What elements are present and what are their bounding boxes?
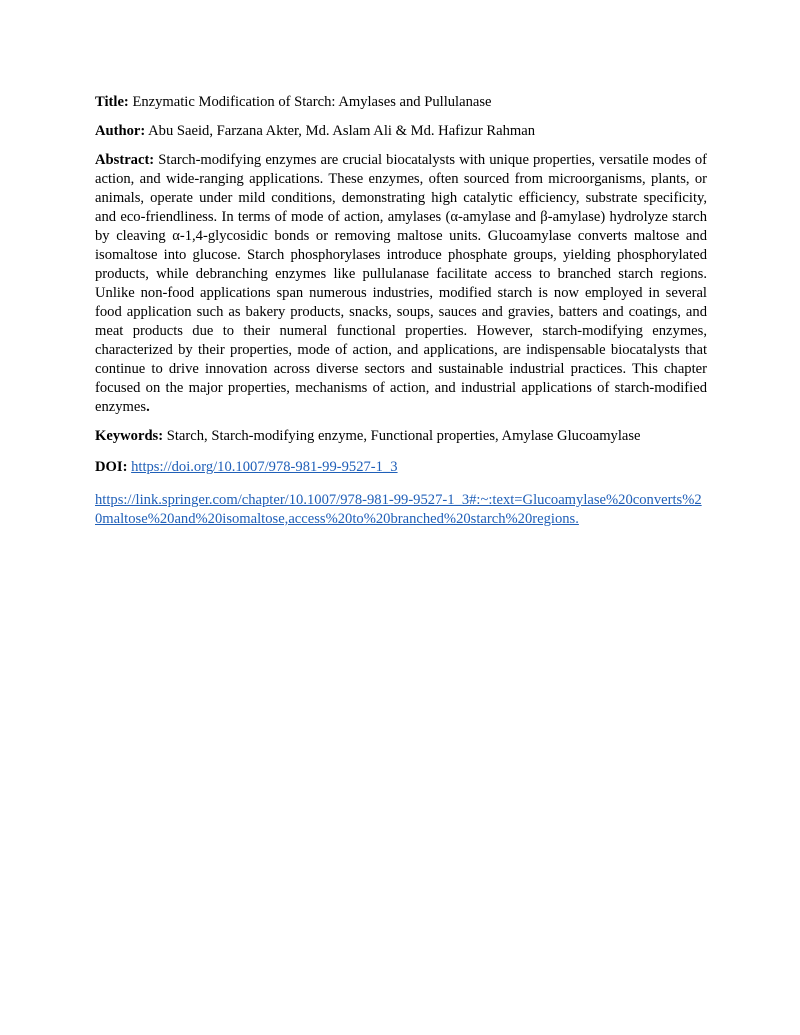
title-label: Title: (95, 94, 129, 110)
doi-link[interactable]: https://doi.org/10.1007/978-981-99-9527-1_3 (131, 459, 398, 475)
author-label: Author: (95, 123, 146, 139)
doi-line (95, 458, 707, 477)
abstract-text: Starch-modifying enzymes are crucial biocatalysts with unique properties, versatile modes of action, and wide-ranging applications. These enzymes, often sourced from microorganisms, plants, or animals, operate under mild conditions, demonstrating high catalytic efficiency, substrate specificity, and eco-friendliness. In terms of mode of action, amylases (α-amylase and β-amylase) hydrolyze starch by cleaving α-1,4-glycosidic bonds or removing maltose units. Glucoamylase converts maltose and isomaltose into glucose. Starch phosphorylases introduce phosphate groups, yielding phosphorylated products, while debranching enzymes like pullulanase facilitate access to branched starch regions. Unlike non-food applications span numerous industries, modified starch is now employed in several food application such as bakery products, snacks, soups, sauces and gravies, batters and coatings, and meat products due to their numeral functional properties. However, starch-modifying enzymes, characterized by their properties, mode of action, and applications, are indispensable biocatalysts that continue to drive innovation across diverse sectors and sustainable industrial practices. This chapter focused on the major properties, mechanisms of action, and industrial applications of starch-modified enzymes (95, 152, 707, 415)
keywords-line (95, 427, 707, 446)
title-line (95, 93, 707, 112)
abstract-end-mark: . (146, 399, 150, 415)
doi-label: DOI: (95, 459, 128, 475)
abstract-label: Abstract: (95, 152, 155, 168)
author-line (95, 122, 707, 141)
springer-link-line (95, 491, 707, 529)
keywords-label: Keywords: (95, 428, 164, 444)
keywords-text: Starch, Starch-modifying enzyme, Functional properties, Amylase Glucoamylase (166, 428, 641, 444)
springer-link[interactable]: https://link.springer.com/chapter/10.1007/978-981-99-9527-1_3#:~:text=Glucoamylase%20converts%20maltose%20and%20isomaltose,access%20to%20branched%20starch%20regions. (95, 492, 702, 527)
title-text: Enzymatic Modification of Starch: Amylases and Pullulanase (132, 94, 492, 110)
abstract-paragraph (95, 151, 707, 417)
document-page (95, 93, 707, 539)
author-text: Abu Saeid, Farzana Akter, Md. Aslam Ali & Md. Hafizur Rahman (148, 123, 536, 139)
